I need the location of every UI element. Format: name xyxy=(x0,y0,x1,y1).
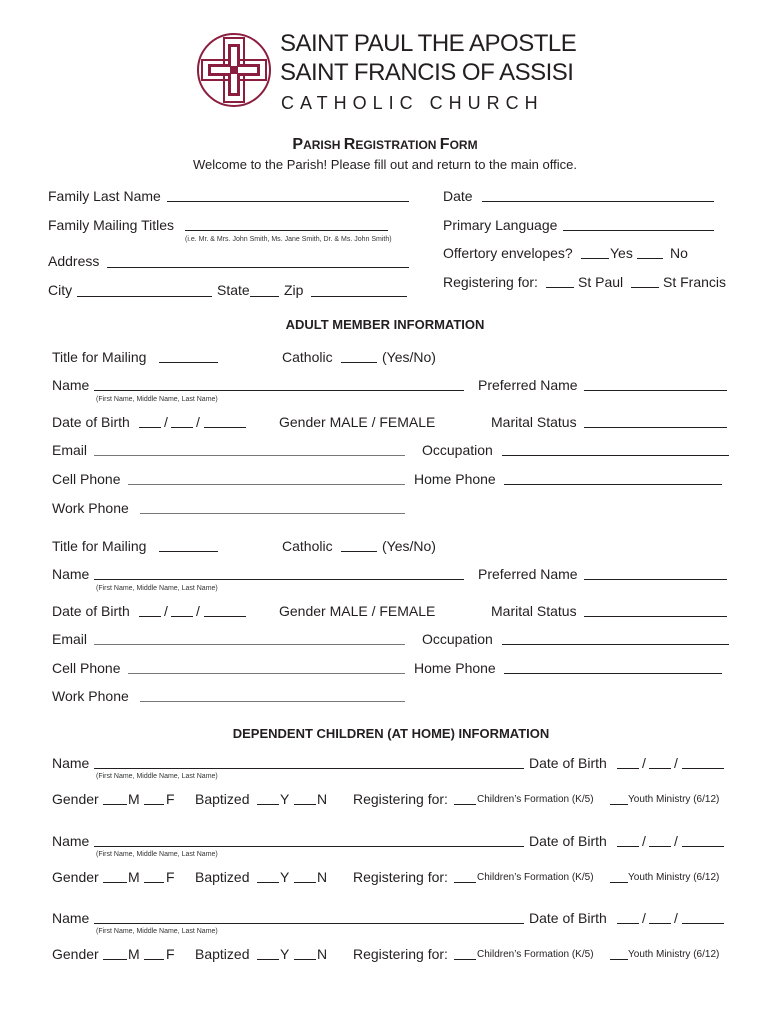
marital-status-field[interactable] xyxy=(584,616,727,617)
gender-label: Gender MALE / FEMALE xyxy=(279,414,436,430)
cell-phone-field[interactable] xyxy=(128,484,405,485)
gender-f-label: F xyxy=(166,869,175,885)
child-name-label: Name xyxy=(52,910,90,926)
name-label: Name xyxy=(52,566,90,582)
child-name-field[interactable] xyxy=(94,768,524,769)
child-dob-label: Date of Birth xyxy=(529,833,607,849)
email-field[interactable] xyxy=(94,644,405,645)
address-field[interactable] xyxy=(107,267,409,268)
baptized-n-label: N xyxy=(317,791,328,807)
welcome-text: Welcome to the Parish! Please fill out and return to the main office. xyxy=(193,157,577,172)
email-label: Email xyxy=(52,442,88,458)
dob-day-field[interactable] xyxy=(171,427,193,428)
family-mailing-titles-field[interactable] xyxy=(185,230,388,231)
youth-ministry-label: Youth Ministry (6/12) xyxy=(628,794,720,805)
child-dob-label: Date of Birth xyxy=(529,755,607,771)
dob-label: Date of Birth xyxy=(52,414,130,430)
city-field[interactable] xyxy=(77,296,212,297)
city-label: City xyxy=(48,282,73,298)
name-hint: (First Name, Middle Name, Last Name) xyxy=(96,396,218,403)
dob-slash: / xyxy=(674,755,678,771)
register-st-paul-field[interactable] xyxy=(546,287,574,288)
dob-slash: / xyxy=(642,833,646,849)
child-name-hint: (First Name, Middle Name, Last Name) xyxy=(96,773,218,780)
state-field[interactable] xyxy=(250,296,279,297)
church-logo xyxy=(194,30,274,110)
marital-status-label: Marital Status xyxy=(491,414,577,430)
family-last-name-label: Family Last Name xyxy=(48,188,161,204)
baptized-n-field[interactable] xyxy=(294,882,316,883)
child-name-field[interactable] xyxy=(94,846,524,847)
work-phone-field[interactable] xyxy=(140,513,405,514)
baptized-label: Baptized xyxy=(195,869,250,885)
catholic-field[interactable] xyxy=(341,362,377,363)
gender-m-label: M xyxy=(128,869,140,885)
gender-m-field[interactable] xyxy=(103,804,127,805)
occupation-label: Occupation xyxy=(422,631,493,647)
gender-f-field[interactable] xyxy=(144,804,164,805)
baptized-y-field[interactable] xyxy=(257,882,279,883)
name-field[interactable] xyxy=(94,579,464,580)
gender-f-label: F xyxy=(166,791,175,807)
baptized-y-label: Y xyxy=(280,946,290,962)
zip-label: Zip xyxy=(284,282,304,298)
child-dob-month-field[interactable] xyxy=(617,923,639,924)
state-label: State xyxy=(217,282,250,298)
dob-month-field[interactable] xyxy=(139,616,161,617)
baptized-n-field[interactable] xyxy=(294,804,316,805)
gender-label: Gender MALE / FEMALE xyxy=(279,603,436,619)
catholic-field[interactable] xyxy=(341,551,377,552)
child-name-field[interactable] xyxy=(94,923,524,924)
child-name-hint: (First Name, Middle Name, Last Name) xyxy=(96,928,218,935)
address-label: Address xyxy=(48,253,100,269)
date-label: Date xyxy=(443,188,473,204)
offertory-envelopes-label: Offertory envelopes? xyxy=(443,245,573,261)
family-last-name-field[interactable] xyxy=(167,201,409,202)
title-mailing-field[interactable] xyxy=(159,551,218,552)
church-name-line1: SAINT PAUL THE APOSTLE xyxy=(280,30,577,57)
title-mailing-field[interactable] xyxy=(159,362,218,363)
occupation-field[interactable] xyxy=(502,644,729,645)
child-dob-day-field[interactable] xyxy=(649,768,671,769)
dob-month-field[interactable] xyxy=(139,427,161,428)
st-paul-label: St Paul xyxy=(578,274,624,290)
dob-slash: / xyxy=(642,755,646,771)
childrens-formation-label: Children’s Formation (K/5) xyxy=(477,872,594,883)
childrens-formation-label: Children’s Formation (K/5) xyxy=(477,949,594,960)
child-registering-label: Registering for: xyxy=(353,869,448,885)
family-mailing-titles-label: Family Mailing Titles xyxy=(48,217,175,233)
youth-ministry-label: Youth Ministry (6/12) xyxy=(628,872,720,883)
child-registering-label: Registering for: xyxy=(353,946,448,962)
catholic-yes-no: (Yes/No) xyxy=(382,349,436,365)
gender-m-label: M xyxy=(128,791,140,807)
child-dob-year-field[interactable] xyxy=(682,768,724,769)
baptized-label: Baptized xyxy=(195,946,250,962)
child-dob-year-field[interactable] xyxy=(682,923,724,924)
dob-year-field[interactable] xyxy=(204,427,246,428)
child-gender-label: Gender xyxy=(52,791,99,807)
child-dob-month-field[interactable] xyxy=(617,768,639,769)
catholic-yes-no: (Yes/No) xyxy=(382,538,436,554)
gender-f-field[interactable] xyxy=(144,882,164,883)
child-registering-label: Registering for: xyxy=(353,791,448,807)
home-phone-label: Home Phone xyxy=(414,660,496,676)
envelopes-no-label: No xyxy=(670,245,688,261)
email-field[interactable] xyxy=(94,455,405,456)
envelopes-no-field[interactable] xyxy=(637,258,663,259)
dob-slash: / xyxy=(674,833,678,849)
childrens-formation-field[interactable] xyxy=(454,959,476,960)
date-field[interactable] xyxy=(482,201,714,202)
dob-slash: / xyxy=(164,603,168,619)
baptized-n-label: N xyxy=(317,946,328,962)
occupation-field[interactable] xyxy=(502,455,729,456)
dob-slash: / xyxy=(196,414,200,430)
child-gender-label: Gender xyxy=(52,869,99,885)
work-phone-label: Work Phone xyxy=(52,688,129,704)
child-dob-year-field[interactable] xyxy=(682,846,724,847)
name-field[interactable] xyxy=(94,390,464,391)
youth-ministry-label: Youth Ministry (6/12) xyxy=(628,949,720,960)
child-dob-day-field[interactable] xyxy=(649,923,671,924)
email-label: Email xyxy=(52,631,88,647)
title-mailing-label: Title for Mailing xyxy=(52,538,147,554)
catholic-label: Catholic xyxy=(282,349,333,365)
work-phone-field[interactable] xyxy=(140,701,405,702)
baptized-y-label: Y xyxy=(280,791,290,807)
adult-section-title: ADULT MEMBER INFORMATION xyxy=(285,317,485,332)
primary-language-label: Primary Language xyxy=(443,217,558,233)
dob-slash: / xyxy=(674,910,678,926)
child-name-hint: (First Name, Middle Name, Last Name) xyxy=(96,851,218,858)
church-name-line2: SAINT FRANCIS OF ASSISI xyxy=(280,59,574,86)
gender-m-label: M xyxy=(128,946,140,962)
cell-phone-field[interactable] xyxy=(128,673,405,674)
child-name-label: Name xyxy=(52,833,90,849)
envelopes-yes-field[interactable] xyxy=(581,258,609,259)
home-phone-field[interactable] xyxy=(504,673,722,674)
baptized-n-label: N xyxy=(317,869,328,885)
zip-field[interactable] xyxy=(311,296,407,297)
baptized-y-label: Y xyxy=(280,869,290,885)
preferred-name-label: Preferred Name xyxy=(478,377,578,393)
family-registering-label: Registering for: xyxy=(443,274,538,290)
dob-day-field[interactable] xyxy=(171,616,193,617)
envelopes-yes-label: Yes xyxy=(610,245,633,261)
youth-ministry-field[interactable] xyxy=(610,804,628,805)
child-gender-label: Gender xyxy=(52,946,99,962)
marital-status-label: Marital Status xyxy=(491,603,577,619)
gender-f-label: F xyxy=(166,946,175,962)
cross-emblem-icon xyxy=(194,30,274,110)
occupation-label: Occupation xyxy=(422,442,493,458)
st-francis-label: St Francis xyxy=(663,274,727,290)
child-dob-day-field[interactable] xyxy=(649,846,671,847)
children-section-title: DEPENDENT CHILDREN (AT HOME) INFORMATION xyxy=(232,726,550,741)
home-phone-label: Home Phone xyxy=(414,471,496,487)
youth-ministry-field[interactable] xyxy=(610,882,628,883)
childrens-formation-label: Children’s Formation (K/5) xyxy=(477,794,594,805)
catholic-label: Catholic xyxy=(282,538,333,554)
preferred-name-field[interactable] xyxy=(584,579,727,580)
baptized-y-field[interactable] xyxy=(257,959,279,960)
cell-phone-label: Cell Phone xyxy=(52,660,121,676)
dob-slash: / xyxy=(642,910,646,926)
child-dob-label: Date of Birth xyxy=(529,910,607,926)
form-title: PARISH REGISTRATION FORM xyxy=(292,136,478,153)
childrens-formation-field[interactable] xyxy=(454,882,476,883)
work-phone-label: Work Phone xyxy=(52,500,129,516)
preferred-name-label: Preferred Name xyxy=(478,566,578,582)
childrens-formation-field[interactable] xyxy=(454,804,476,805)
name-label: Name xyxy=(52,377,90,393)
child-dob-month-field[interactable] xyxy=(617,846,639,847)
church-name-line3: CATHOLIC CHURCH xyxy=(281,93,544,113)
dob-year-field[interactable] xyxy=(204,616,246,617)
dob-slash: / xyxy=(196,603,200,619)
name-hint: (First Name, Middle Name, Last Name) xyxy=(96,585,218,592)
gender-m-field[interactable] xyxy=(103,882,127,883)
baptized-y-field[interactable] xyxy=(257,804,279,805)
primary-language-field[interactable] xyxy=(563,230,714,231)
youth-ministry-field[interactable] xyxy=(610,959,628,960)
marital-status-field[interactable] xyxy=(584,427,727,428)
cell-phone-label: Cell Phone xyxy=(52,471,121,487)
baptized-label: Baptized xyxy=(195,791,250,807)
preferred-name-field[interactable] xyxy=(584,390,727,391)
register-st-francis-field[interactable] xyxy=(631,287,659,288)
mailing-titles-hint: (i.e. Mr. & Mrs. John Smith, Ms. Jane Smith, Dr. & Ms. John Smith) xyxy=(185,236,392,243)
child-name-label: Name xyxy=(52,755,90,771)
gender-f-field[interactable] xyxy=(144,959,164,960)
home-phone-field[interactable] xyxy=(504,484,722,485)
dob-label: Date of Birth xyxy=(52,603,130,619)
baptized-n-field[interactable] xyxy=(294,959,316,960)
gender-m-field[interactable] xyxy=(103,959,127,960)
title-mailing-label: Title for Mailing xyxy=(52,349,147,365)
dob-slash: / xyxy=(164,414,168,430)
